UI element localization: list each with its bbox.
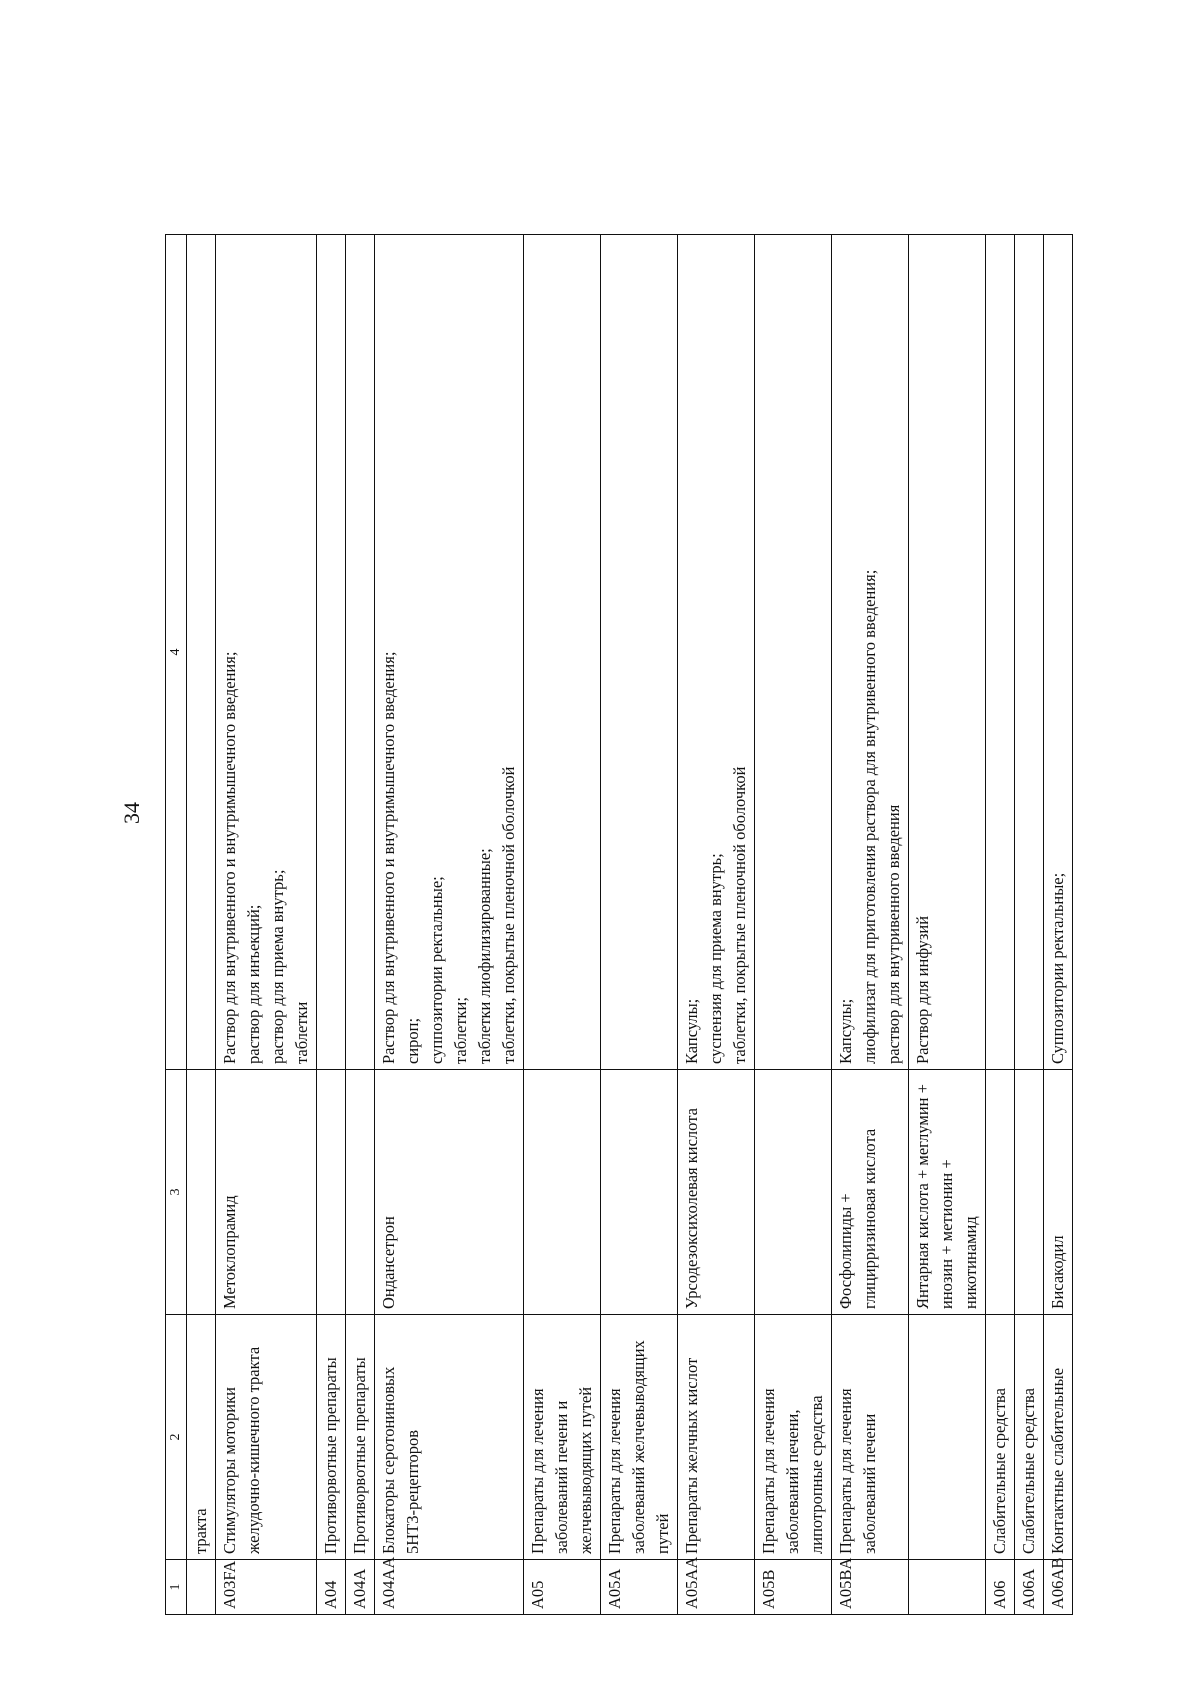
code-cell: A06AB	[1044, 1560, 1073, 1615]
forms-cell	[1044, 235, 1073, 1070]
code-cell: A04	[317, 1560, 346, 1615]
form-line: таблетки	[292, 1001, 311, 1064]
substance-cell	[317, 1070, 346, 1315]
group-cell: Препараты для лечения заболеваний желчевыводящих путей	[601, 1315, 678, 1560]
group-cell: Препараты для лечения заболеваний печени, липотропные средства	[755, 1315, 832, 1560]
table-row	[1044, 235, 1073, 1615]
substance-cell: Урсодезоксихолевая кислота	[678, 1070, 755, 1315]
table-row	[375, 235, 524, 1615]
group-cell: Слабительные средства	[1015, 1315, 1044, 1560]
form-line: суппозитории ректальные;	[427, 876, 446, 1064]
form-line: таблетки, покрытые пленочной оболочкой	[730, 766, 749, 1064]
forms-cell	[346, 235, 375, 1070]
code-cell: A06A	[1015, 1560, 1044, 1615]
code-cell: A05	[524, 1560, 601, 1615]
form-line: Капсулы;	[682, 998, 701, 1064]
forms-cell	[317, 235, 346, 1070]
code-cell	[187, 1560, 216, 1615]
code-cell: A05BA	[832, 1560, 909, 1615]
table-body	[187, 235, 1073, 1615]
forms-cell	[601, 235, 678, 1070]
form-line: Раствор для инфузий	[913, 915, 932, 1064]
code-cell: A03FA	[216, 1560, 317, 1615]
group-cell: Блокаторы серотониновых 5HT3-рецепторов	[375, 1315, 524, 1560]
form-line: раствор для внутривенного введения	[884, 804, 903, 1064]
form-line: сироп;	[403, 1017, 422, 1064]
table-row	[986, 235, 1015, 1615]
code-cell: A04A	[346, 1560, 375, 1615]
group-cell: Слабительные средства	[986, 1315, 1015, 1560]
group-cell: Препараты желчных кислот	[678, 1315, 755, 1560]
table-row	[187, 235, 216, 1615]
forms-cell	[1015, 235, 1044, 1070]
table-row	[678, 235, 755, 1615]
table-row	[909, 235, 986, 1615]
form-line: лиофилизат для приготовления раствора для внутривенного введения;	[860, 569, 879, 1064]
substance-cell: Бисакодил	[1044, 1070, 1073, 1315]
table-row	[832, 235, 909, 1615]
form-line: таблетки;	[451, 997, 470, 1064]
header-col-3: 3	[166, 1070, 187, 1315]
code-cell	[909, 1560, 986, 1615]
form-line: таблетки, покрытые пленочной оболочкой	[499, 766, 518, 1064]
table-row	[346, 235, 375, 1615]
forms-cell	[187, 235, 216, 1070]
forms-cell	[375, 235, 524, 1070]
code-cell: A05B	[755, 1560, 832, 1615]
forms-cell	[755, 235, 832, 1070]
form-line: Капсулы;	[836, 998, 855, 1064]
substance-cell	[346, 1070, 375, 1315]
code-cell: A05A	[601, 1560, 678, 1615]
group-cell: Препараты для лечения заболеваний печени	[832, 1315, 909, 1560]
form-line: Суппозитории ректальные;	[1048, 872, 1067, 1064]
form-line: Раствор для внутривенного и внутримышечного введения;	[220, 651, 239, 1064]
substance-cell	[524, 1070, 601, 1315]
table-row	[524, 235, 601, 1615]
group-cell: Стимуляторы моторики желудочно-кишечного тракта	[216, 1315, 317, 1560]
form-line: Раствор для внутривенного и внутримышечного введения;	[379, 651, 398, 1064]
group-cell: Контактные слабительные	[1044, 1315, 1073, 1560]
table-row	[216, 235, 317, 1615]
group-cell	[909, 1315, 986, 1560]
form-line: суспензия для приема внутрь;	[706, 853, 725, 1064]
group-cell: Противорвотные препараты	[317, 1315, 346, 1560]
substance-cell	[187, 1070, 216, 1315]
forms-cell	[524, 235, 601, 1070]
page-number: 34	[119, 802, 144, 824]
code-cell: A05AA	[678, 1560, 755, 1615]
drug-table	[165, 234, 1073, 1615]
substance-cell: Метоклопрамид	[216, 1070, 317, 1315]
header-col-4: 4	[166, 235, 187, 1070]
forms-cell	[909, 235, 986, 1070]
header-row	[166, 235, 187, 1615]
substance-cell: Фосфолипиды + глицирризиновая кислота	[832, 1070, 909, 1315]
code-cell: A04AA	[375, 1560, 524, 1615]
substance-cell	[1015, 1070, 1044, 1315]
substance-cell	[755, 1070, 832, 1315]
forms-cell	[986, 235, 1015, 1070]
group-cell: Препараты для лечения заболеваний печени и желчевыводящих путей	[524, 1315, 601, 1560]
rotated-table-container	[165, 235, 1067, 1615]
code-cell: A06	[986, 1560, 1015, 1615]
group-cell: Противорвотные препараты	[346, 1315, 375, 1560]
form-line: раствор для инъекций;	[244, 904, 263, 1064]
substance-cell: Ондансетрон	[375, 1070, 524, 1315]
substance-cell: Янтарная кислота + меглумин + инозин + метионин + никотинамид	[909, 1070, 986, 1315]
forms-cell	[832, 235, 909, 1070]
substance-cell	[986, 1070, 1015, 1315]
table-row	[317, 235, 346, 1615]
forms-cell	[678, 235, 755, 1070]
substance-cell	[601, 1070, 678, 1315]
group-cell: тракта	[187, 1315, 216, 1560]
table-row	[1015, 235, 1044, 1615]
header-col-2: 2	[166, 1315, 187, 1560]
table-row	[601, 235, 678, 1615]
forms-cell	[216, 235, 317, 1070]
form-line: таблетки лиофилизированные;	[475, 848, 494, 1064]
header-col-1: 1	[166, 1560, 187, 1615]
form-line: раствор для приема внутрь;	[268, 869, 287, 1064]
table-row	[755, 235, 832, 1615]
